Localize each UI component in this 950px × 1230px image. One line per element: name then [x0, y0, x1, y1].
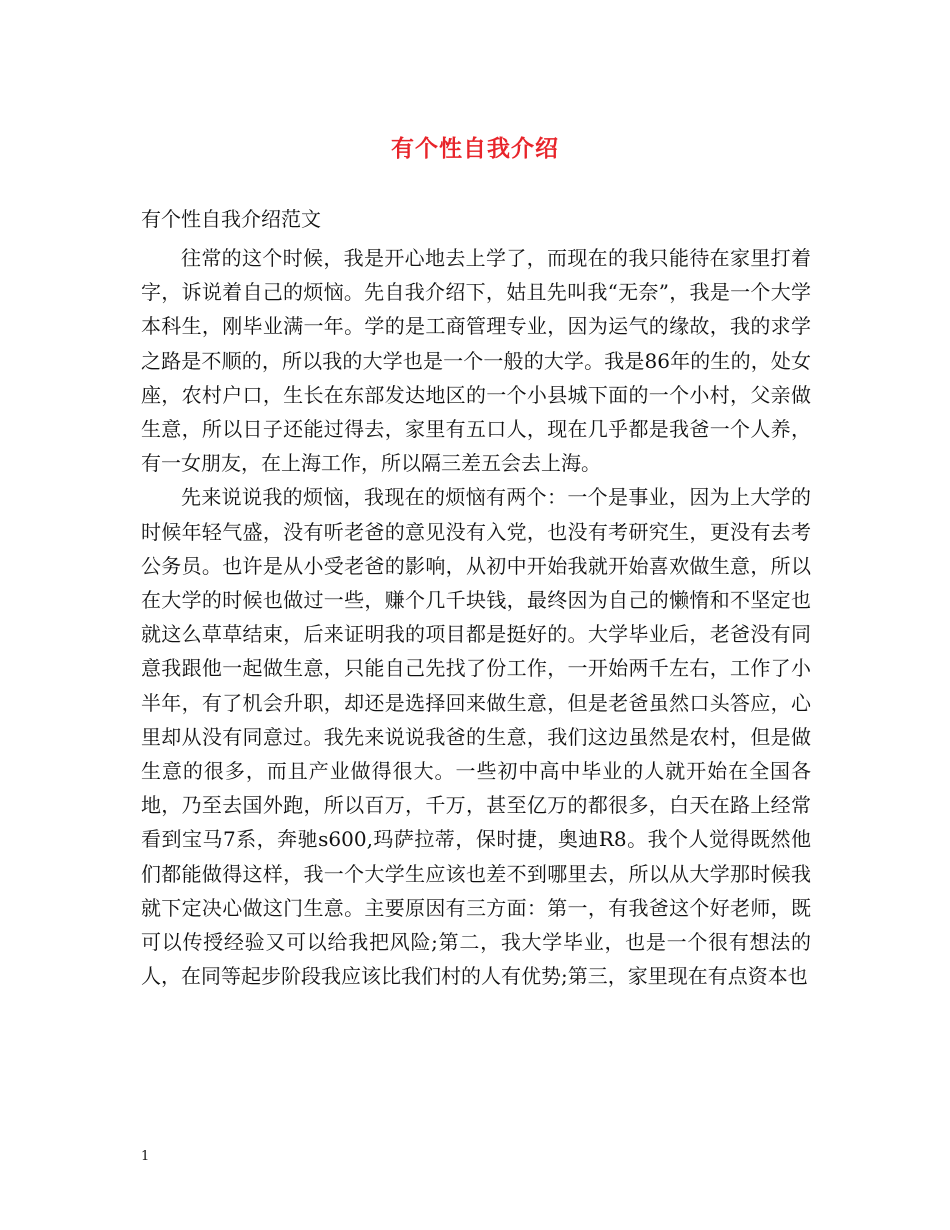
paragraph-1: 往常的这个时候，我是开心地去上学了，而现在的我只能待在家里打着字，诉说着自己的烦恼。先自我介绍下，姑且先叫我“无奈”，我是一个大学本科生，刚毕业满一年。学的是工商管理专业，因为运气的缘故，我的求学之路是不顺的，所以我的大学也是一个一般的大学。我是86年的生的，处女座，农村户口，生长在东部发达地区的一个小县城下面的一个小村，父亲做生意，所以日子还能过得去，家里有五口人，现在几乎都是我爸一个人养，有一女朋友，在上海工作，所以隔三差五会去上海。	[141, 246, 811, 476]
page-number: 1	[141, 1149, 150, 1164]
paragraph-2: 先来说说我的烦恼，我现在的烦恼有两个：一个是事业，因为上大学的时候年轻气盛，没有听老爸的意见没有入党，也没有考研究生，更没有去考公务员。也许是从小受老爸的影响，从初中开始我就开始喜欢做生意，所以在大学的时候也做过一些，赚个几千块钱，最终因为自己的懒惰和不坚定也就这么草草结束，后来证明我的项目都是挺好的。大学毕业后，老爸没有同意我跟他一起做生意，只能自己先找了份工作，一开始两千左右，工作了小半年，有了机会升职，却还是选择回来做生意，但是老爸虽然口头答应，心里却从没有同意过。我先来说说我爸的生意，我们这边虽然是农村，但是做生意的很多，而且产业做得很大。一些初中高中毕业的人就开始在全国各地，乃至去国外跑，所以百万，千万，甚至亿万的都很多，白天在路上经常看到宝马7系，奔驰s600,玛萨拉蒂，保时捷，奥迪R8。我个人觉得既然他们都能做得这样，我一个大学生应该也差不到哪里去，所以从大学那时候我就下定决心做这门生意。主要原因有三方面：第一，有我爸这个好老师，既可以传授经验又可以给我把风险;第二，我大学毕业，也是一个很有想法的人，在同等起步阶段我应该比我们村的人有优势;第三，家里现在有点资本也	[141, 485, 811, 989]
document-subtitle: 有个性自我介绍范文	[141, 207, 321, 231]
document-body	[141, 241, 811, 993]
page-title: 有个性自我介绍	[391, 135, 559, 162]
